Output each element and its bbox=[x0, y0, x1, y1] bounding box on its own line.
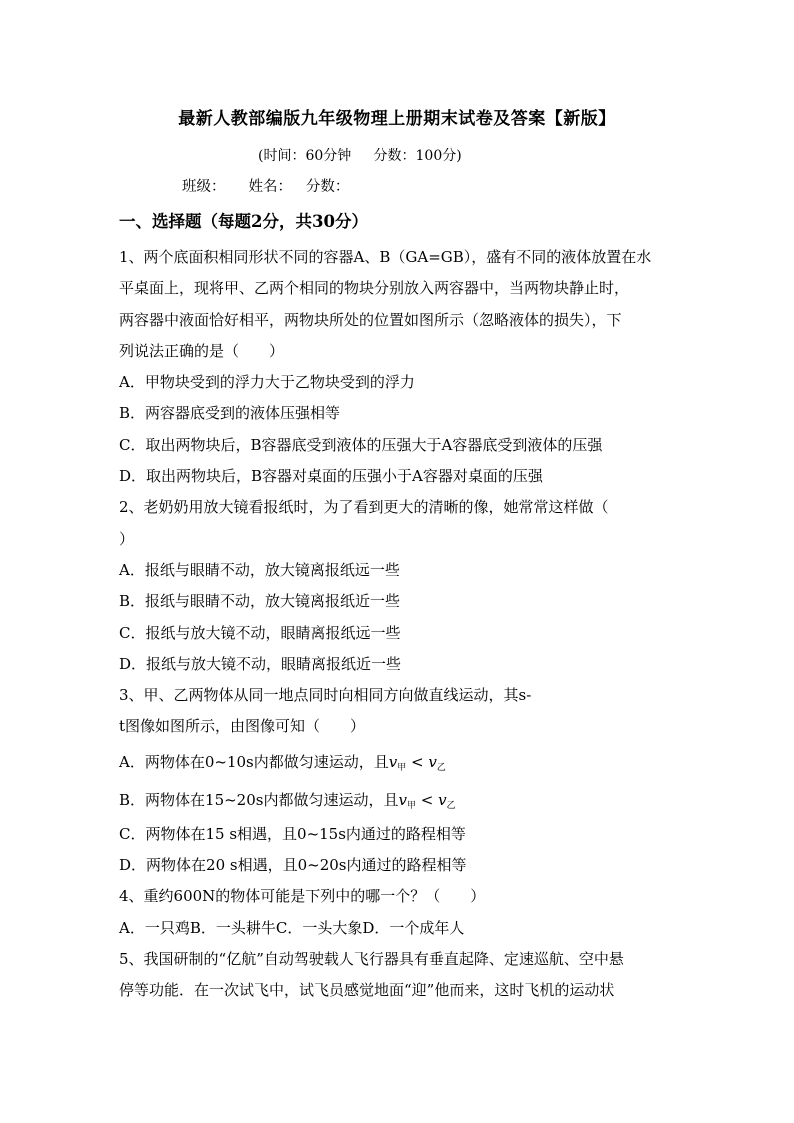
question-stem-line: 3、甲、乙两物体从同一地点同时向相同方向做直线运动，其s- bbox=[119, 686, 532, 705]
option-d: D．报纸与放大镜不动，眼睛离报纸近一些 bbox=[119, 654, 402, 673]
question-stem-line: 列说法正确的是（ ） bbox=[119, 341, 285, 360]
question-stem-line: ） bbox=[119, 529, 135, 548]
option-b-text: B．两物体在15~20s内都做匀速运动，且 bbox=[119, 790, 399, 809]
subscript-yi: 乙 bbox=[446, 800, 456, 811]
question-stem-line: 停等功能．在一次试飞中，试飞员感觉地面“迎”他而来，这时飞机的运动状 bbox=[119, 981, 615, 1000]
question-stem-line: t图像如图所示，由图像可知（ ） bbox=[119, 717, 366, 736]
velocity-symbol: v bbox=[398, 790, 407, 809]
option-a bbox=[119, 743, 679, 781]
velocity-symbol: v bbox=[438, 790, 447, 809]
question-stem-line: 4、重约600N的物体可能是下列中的哪一个？（ ） bbox=[119, 887, 486, 906]
velocity-symbol: v bbox=[388, 752, 398, 771]
question-4 bbox=[119, 881, 679, 944]
question-2 bbox=[119, 492, 679, 680]
question-stem-line: 两容器中液面恰好相平，两物块所处的位置如图所示（忽略液体的损失），下 bbox=[119, 310, 622, 329]
question-stem-line: 2、老奶奶用放大镜看报纸时，为了看到更大的清晰的像，她常常这样做（ bbox=[119, 498, 609, 517]
question-stem-line: 5、我国研制的“亿航”自动驾驶载人飞行器具有垂直起降、定速巡航、空中悬 bbox=[119, 949, 624, 968]
student-info-line: 班级： 姓名： 分数： bbox=[182, 179, 350, 195]
document-title: 最新人教部编版九年级物理上册期末试卷及答案【新版】 bbox=[178, 109, 616, 129]
subscript-jia: 甲 bbox=[397, 762, 407, 773]
subscript-yi: 乙 bbox=[436, 762, 446, 773]
less-than-sign: < bbox=[406, 752, 429, 771]
time-score-info: (时间：60分钟 分数：100分) bbox=[258, 148, 462, 164]
option-d: D．取出两物块后，B容器对桌面的压强小于A容器对桌面的压强 bbox=[119, 467, 543, 486]
question-1 bbox=[119, 242, 679, 492]
option-d: D．两物体在20 s相遇，且0~20s内通过的路程相等 bbox=[119, 856, 467, 875]
question-3 bbox=[119, 680, 679, 881]
option-c: C．报纸与放大镜不动，眼睛离报纸远一些 bbox=[119, 623, 401, 642]
option-c: C．两物体在15 s相遇，且0~15s内通过的路程相等 bbox=[119, 824, 466, 843]
option-b: B．两容器底受到的液体压强相等 bbox=[119, 404, 341, 423]
less-than-sign: < bbox=[415, 790, 439, 809]
option-a: A．甲物块受到的浮力大于乙物块受到的浮力 bbox=[119, 373, 415, 392]
options-line: A．一只鸡B．一头耕牛C．一头大象D．一个成年人 bbox=[119, 918, 465, 937]
option-c: C．取出两物块后，B容器底受到液体的压强大于A容器底受到液体的压强 bbox=[119, 435, 603, 454]
question-5 bbox=[119, 944, 679, 1007]
velocity-symbol: v bbox=[428, 752, 437, 771]
subscript-jia: 甲 bbox=[406, 800, 416, 811]
option-a: A．报纸与眼睛不动，放大镜离报纸远一些 bbox=[119, 560, 400, 579]
question-stem-line: 1、两个底面积相同形状不同的容器A、B（GA=GB），盛有不同的液体放置在水 bbox=[119, 248, 652, 266]
question-stem-line: 平桌面上，现将甲、乙两个相同的物块分别放入两容器中，当两物块静止时， bbox=[119, 279, 630, 298]
section-heading: 一、选择题（每题2分，共30分） bbox=[119, 212, 368, 231]
question-list bbox=[119, 242, 679, 1007]
option-b: B．报纸与眼睛不动，放大镜离报纸近一些 bbox=[119, 592, 401, 611]
option-a-text: A．两物体在0~10s内都做匀速运动，且 bbox=[119, 752, 389, 771]
option-b bbox=[119, 781, 679, 819]
